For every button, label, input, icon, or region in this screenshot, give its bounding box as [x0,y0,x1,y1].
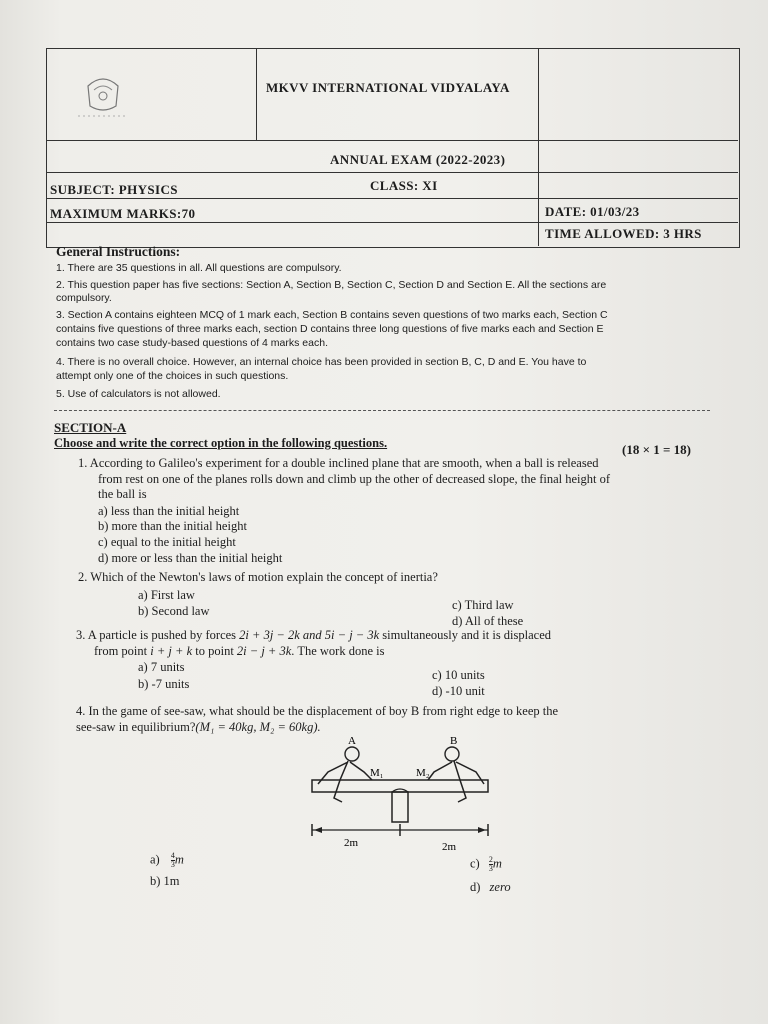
q4-a-prefix: a) [150,852,160,867]
q1-option-a: a) less than the initial height [98,504,240,518]
question-4-line [76,720,321,735]
header-divider [46,222,738,223]
time-label: TIME ALLOWED: 3 HRS [545,226,702,241]
section-instruction: Choose and write the correct option in the following questions. [54,436,388,450]
q4-a-denominator: 3 [170,860,175,869]
q3-point-end: 2i − j + 3k [236,644,292,658]
q3-text: simultaneously and it is displaced [382,628,552,642]
q1-option-c: c) equal to the initial height [98,535,236,549]
section-marks: (18 × 1 = 18) [622,442,691,457]
instruction-line: 1. There are 35 questions in all. All questions are compulsory. [56,262,342,274]
label-b: B [450,735,458,747]
label-m1: M₁ [370,767,384,779]
q4-option-b: b) 1m [150,874,180,888]
q4-a-unit: m [174,852,184,867]
q4-d-value: zero [489,880,511,894]
instruction-line: attempt only one of the choices in such questions. [56,370,289,382]
exam-title: ANNUAL EXAM (2022-2023) [330,152,506,167]
q1-option-b: b) more than the initial height [98,519,247,533]
instruction-line: 5. Use of calculators is not allowed. [56,388,221,400]
header-divider [538,48,539,246]
subject-label: SUBJECT: PHYSICS [50,182,178,197]
date-label: DATE: 01/03/23 [545,204,640,219]
q3-option-a: a) 7 units [138,660,185,674]
instruction-line: contains five questions of three marks each, section D contains three long questions of five marks each and Section E [56,323,604,335]
q3-option-b: b) -7 units [138,677,190,691]
boy-a-figure [318,747,372,802]
q3-text: from point [94,644,148,658]
q4-text: see-saw in equilibrium? [76,720,196,734]
question-1-line: 1. According to Galileo's experiment for a double inclined plane that are smooth, when a ball is released [78,456,599,470]
header-divider [46,172,738,173]
q3-option-c: c) 10 units [432,668,485,682]
question-1-line: the ball is [98,487,147,501]
instruction-line: contains two case study-based questions of 4 marks each. [56,337,328,349]
separator [54,410,710,411]
label-a: A [348,735,356,747]
q4-option-d [470,880,511,895]
question-3-line [94,644,384,659]
label-m2: M₂ [416,767,430,779]
q3-point-start: i + j + k [150,644,193,658]
q4-masses: (M₁ = 40kg, M₂ = 60kg). [195,720,321,734]
q2-option-b: b) Second law [138,604,210,618]
max-marks-label: MAXIMUM MARKS:70 [50,206,196,221]
section-title: SECTION-A [54,420,127,435]
question-1-line: from rest on one of the planes rolls down and climb up the other of decreased slope, the final height of [98,472,611,486]
instruction-line: compulsory. [56,292,112,304]
school-logo [70,66,136,124]
q3-text: 3. A particle is pushed by forces [76,628,237,642]
question-2-line: 2. Which of the Newton's laws of motion explain the concept of inertia? [78,570,438,584]
header-divider [46,140,738,141]
question-3-line [76,628,551,643]
q4-c-numerator: 2 [488,855,493,864]
header-divider [256,48,257,140]
q2-option-a: a) First law [138,588,195,602]
q3-text: to point [195,644,234,658]
q3-text: . The work done is [291,644,385,658]
seesaw-fulcrum [392,792,408,822]
q4-option-c [470,856,502,873]
seesaw-diagram [300,732,500,854]
instructions-title: General Instructions: [56,244,181,259]
q2-option-c: c) Third law [452,598,514,612]
dist-left-label: 2m [344,837,359,849]
q4-a-numerator: 4 [170,851,175,860]
q4-d-prefix: d) [470,880,481,894]
class-label: CLASS: XI [370,178,438,193]
school-name: MKVV INTERNATIONAL VIDYALAYA [266,80,510,95]
q4-option-a [150,852,184,869]
boy-b-figure [428,747,484,802]
q3-forces: 2i + 3j − 2k and 5i − j − 3k [239,628,380,642]
q3-option-d: d) -10 unit [432,684,485,698]
q4-c-denominator: 3 [488,864,493,873]
instruction-line: 3. Section A contains eighteen MCQ of 1 mark each, Section B contains seven questions of two marks each, Section C [56,309,608,321]
instruction-line: 2. This question paper has five sections: Section A, Section B, Section C, Section D and Section E. All the sections are [56,279,607,291]
q2-option-d: d) All of these [452,614,524,628]
q4-c-unit: m [492,856,502,871]
instruction-line: 4. There is no overall choice. However, an internal choice has been provided in section B, C, D and E. You have to [56,356,587,368]
q4-c-prefix: c) [470,856,480,871]
q1-option-d: d) more or less than the initial height [98,551,283,565]
header-divider [46,198,738,199]
dist-right-label: 2m [442,841,457,853]
question-4-line: 4. In the game of see-saw, what should be the displacement of boy B from right edge to keep the [76,704,559,718]
